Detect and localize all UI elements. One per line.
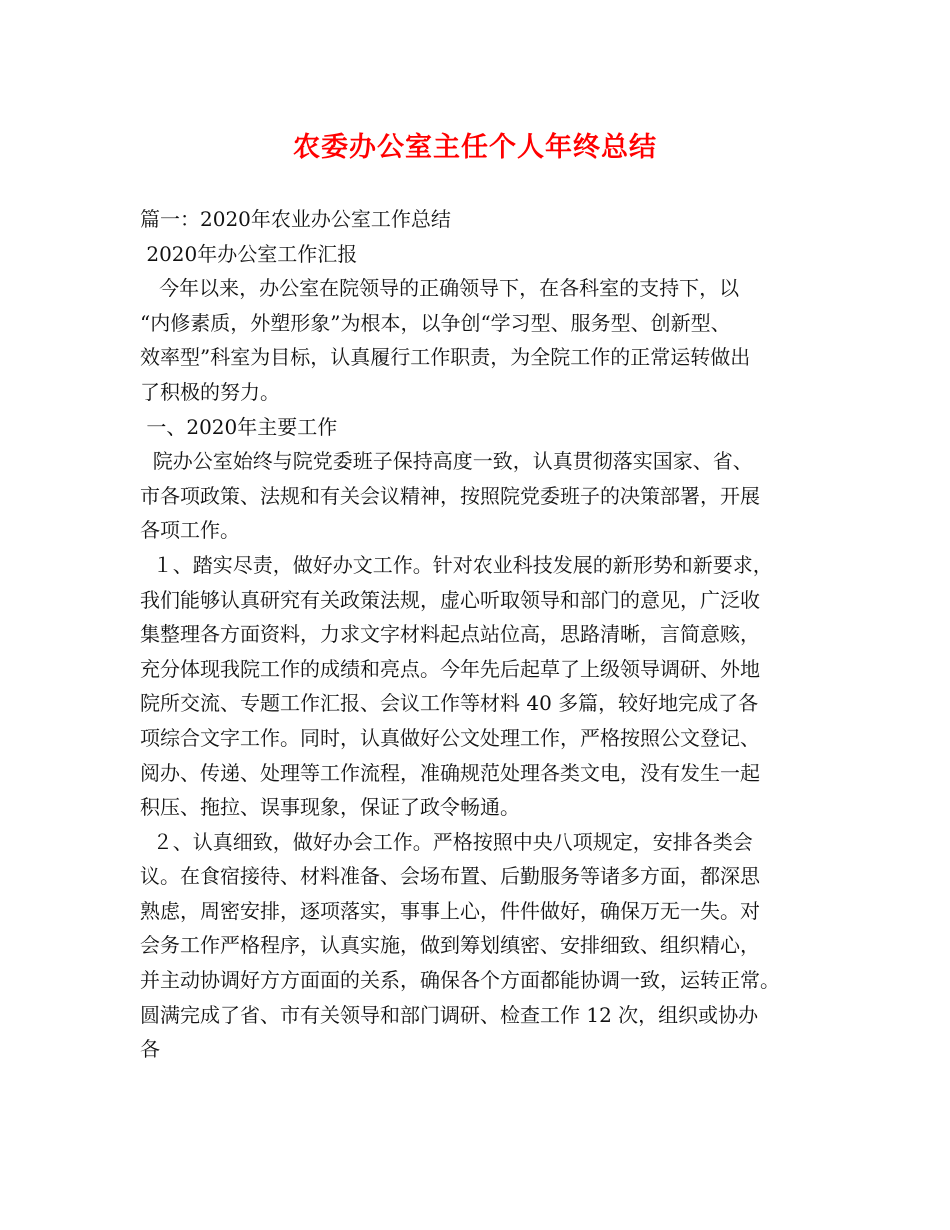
body-line: 院所交流、专题工作汇报、会议工作等材料 40 多篇，较好地完成了各 bbox=[140, 691, 759, 716]
body-line: 效率型”科室为目标，认真履行工作职责，为全院工作的正常运转做出 bbox=[140, 345, 751, 370]
body-line: 积压、拖拉、误事现象，保证了政令畅通。 bbox=[140, 795, 520, 820]
body-line: 集整理各方面资料，力求文字材料起点站位高，思路清晰，言简意赅， bbox=[140, 622, 760, 647]
body-line: 了积极的努力。 bbox=[140, 379, 280, 404]
body-line: 各项工作。 bbox=[140, 518, 240, 543]
body-line: 圆满完成了省、市有关领导和部门调研、检查工作 12 次，组织或协办 bbox=[140, 1002, 759, 1027]
body-line: “内修素质，外塑形象”为根本，以争创“学习型、服务型、创新型、 bbox=[140, 310, 731, 335]
body-line: 充分体现我院工作的成绩和亮点。今年先后起草了上级领导调研、外地 bbox=[140, 656, 760, 681]
body-line: 市各项政策、法规和有关会议精神，按照院党委班子的决策部署，开展 bbox=[140, 483, 760, 508]
body-line: 2020年办公室工作汇报 bbox=[140, 241, 358, 266]
body-line: 一、2020年主要工作 bbox=[140, 414, 338, 439]
body-line: 熟虑，周密安排，逐项落实，事事上心，件件做好，确保万无一失。对 bbox=[140, 898, 760, 923]
body-line: 项综合文字工作。同时，认真做好公文处理工作，严格按照公文登记、 bbox=[140, 725, 760, 750]
body-line: 议。在食宿接待、材料准备、会场布置、后勤服务等诸多方面，都深思 bbox=[140, 864, 760, 889]
body-line: 院办公室始终与院党委班子保持高度一致，认真贯彻落实国家、省、 bbox=[140, 449, 753, 474]
body-line: １、踏实尽责，做好办文工作。针对农业科技发展的新形势和新要求， bbox=[140, 552, 773, 577]
body-line: 各 bbox=[140, 1037, 160, 1062]
body-line: 今年以来，办公室在院领导的正确领导下，在各科室的支持下，以 bbox=[140, 276, 740, 301]
body-line: 并主动协调好方方面面的关系，确保各个方面都能协调一致，运转正常。 bbox=[140, 968, 780, 993]
body-line: ２、认真细致，做好办会工作。严格按照中央八项规定，安排各类会 bbox=[140, 829, 753, 854]
body-line: 我们能够认真研究有关政策法规，虚心听取领导和部门的意见，广泛收 bbox=[140, 587, 760, 612]
document-body bbox=[140, 202, 830, 1067]
body-line: 会务工作严格程序，认真实施，做到筹划缜密、安排细致、组织精心， bbox=[140, 933, 760, 958]
body-line: 篇一：2020年农业办公室工作总结 bbox=[140, 207, 451, 231]
document-title: 农委办公室主任个人年终总结 bbox=[293, 132, 657, 163]
body-line: 阅办、传递、处理等工作流程，准确规范处理各类文电，没有发生一起 bbox=[140, 760, 760, 785]
